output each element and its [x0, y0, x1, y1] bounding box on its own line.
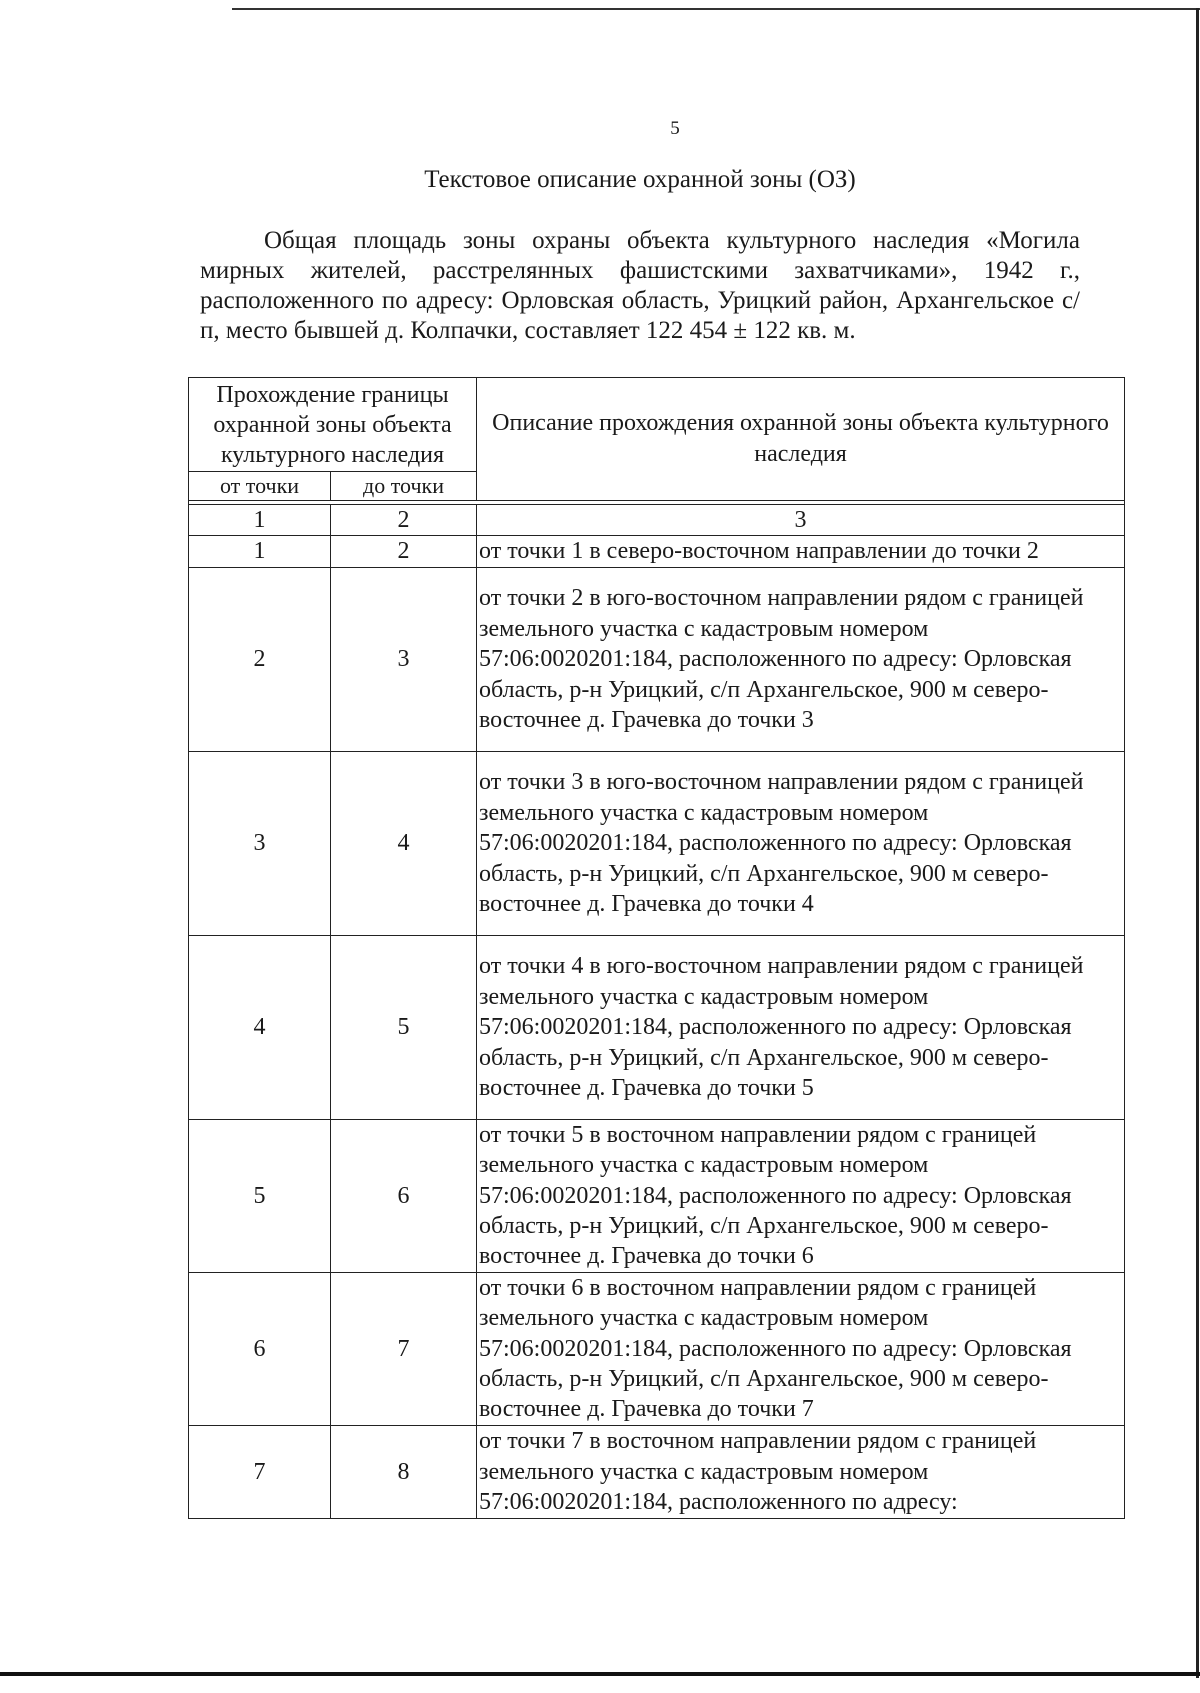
table-row: [189, 536, 1125, 567]
to-point-cell: 6: [331, 1119, 477, 1272]
table-row: [189, 935, 1125, 1119]
description-cell: от точки 3 в юго-восточном направлении рядом с границей земельного участка с кадастровым номером 57:06:0020201:184, расположенного по адресу: Орловская область, р-н Урицкий, с/п Архангельское, 900 м северо-восточнее д. Грачевка до точки 4: [477, 751, 1125, 935]
from-point-cell: 4: [189, 935, 331, 1119]
from-point-cell: 1: [189, 536, 331, 567]
description-cell: от точки 6 в восточном направлении рядом с границей земельного участка с кадастровым номером 57:06:0020201:184, расположенного по адресу: Орловская область, р-н Урицкий, с/п Архангельское, 900 м северо-восточнее д. Грачевка до точки 7: [477, 1272, 1125, 1425]
to-point-cell: 7: [331, 1272, 477, 1425]
from-point-cell: 2: [189, 567, 331, 751]
boundary-table: [188, 377, 1125, 1519]
description-cell: от точки 7 в восточном направлении рядом с границей земельного участка с кадастровым номером 57:06:0020201:184, расположенного по адресу:: [477, 1425, 1125, 1518]
from-point-cell: 5: [189, 1119, 331, 1272]
scan-top-border: [232, 8, 1200, 10]
to-point-cell: 4: [331, 751, 477, 935]
table-header-row: [189, 378, 1125, 472]
table-row: [189, 1272, 1125, 1425]
scan-right-border: [1196, 8, 1199, 1678]
table-row: [189, 751, 1125, 935]
from-point-cell: 6: [189, 1272, 331, 1425]
page-number: 5: [670, 118, 680, 139]
intro-paragraph: Общая площадь зоны охраны объекта культурного наследия «Могила мирных жителей, расстрелянных фашистскими захватчиками», 1942 г., расположенного по адресу: Орловская область, Урицкий район, Архангельское с/п, место бывшей д. Колпачки, составляет 122 454 ± 122 кв. м.: [200, 227, 1080, 344]
to-point-cell: 5: [331, 935, 477, 1119]
to-point-cell: 8: [331, 1425, 477, 1518]
column-number-row: [189, 505, 1125, 536]
column-number: 2: [331, 505, 477, 536]
table-row: [189, 567, 1125, 751]
header-to-point: до точки: [331, 472, 477, 501]
table-row: [189, 1425, 1125, 1518]
description-cell: от точки 1 в северо-восточном направлении до точки 2: [477, 536, 1125, 567]
header-passage: Прохождение границы охранной зоны объекта культурного наследия: [189, 378, 477, 472]
header-from-point: от точки: [189, 472, 331, 501]
scan-bottom-border: [0, 1672, 1200, 1676]
column-number: 1: [189, 505, 331, 536]
to-point-cell: 3: [331, 567, 477, 751]
document-title: Текстовое описание охранной зоны (ОЗ): [424, 166, 856, 193]
description-cell: от точки 4 в юго-восточном направлении рядом с границей земельного участка с кадастровым номером 57:06:0020201:184, расположенного по адресу: Орловская область, р-н Урицкий, с/п Архангельское, 900 м северо-восточнее д. Грачевка до точки 5: [477, 935, 1125, 1119]
description-cell: от точки 5 в восточном направлении рядом с границей земельного участка с кадастровым номером 57:06:0020201:184, расположенного по адресу: Орловская область, р-н Урицкий, с/п Архангельское, 900 м северо-восточнее д. Грачевка до точки 6: [477, 1119, 1125, 1272]
to-point-cell: 2: [331, 536, 477, 567]
table-row: [189, 1119, 1125, 1272]
column-number: 3: [477, 505, 1125, 536]
from-point-cell: 3: [189, 751, 331, 935]
header-description: Описание прохождения охранной зоны объекта культурного наследия: [477, 378, 1125, 501]
description-cell: от точки 2 в юго-восточном направлении рядом с границей земельного участка с кадастровым номером 57:06:0020201:184, расположенного по адресу: Орловская область, р-н Урицкий, с/п Архангельское, 900 м северо-восточнее д. Грачевка до точки 3: [477, 567, 1125, 751]
from-point-cell: 7: [189, 1425, 331, 1518]
